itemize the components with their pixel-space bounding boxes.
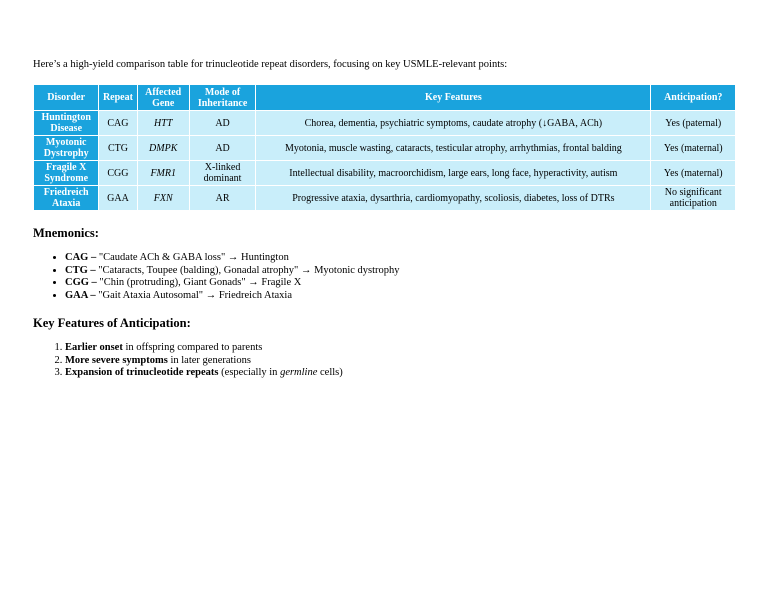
mnemonic-text: "Caudate ACh & GABA loss" → Huntington (96, 252, 289, 263)
feature-bold: Expansion of trinucleotide repeats (65, 367, 219, 378)
mnemonic-text: "Chin (protruding), Giant Gonads" → Fragile X (96, 277, 302, 288)
mnemonic-key: GAA – (65, 289, 96, 301)
header-inheritance: Mode of Inheritance (189, 85, 255, 111)
table-header-row (34, 85, 736, 111)
cell-features: Progressive ataxia, dysarthria, cardiomyopathy, scoliosis, diabetes, loss of DTRs (256, 186, 651, 211)
table-row (34, 161, 736, 186)
list-item (65, 342, 343, 355)
header-repeat: Repeat (99, 85, 137, 111)
list-item (65, 355, 343, 368)
feature-italic: germline (280, 367, 318, 378)
header-disorder: Disorder (34, 85, 99, 111)
feature-text: in offspring compared to parents (122, 342, 263, 353)
feature-text-tail: cells) (317, 367, 343, 378)
cell-gene: HTT (137, 111, 189, 136)
cell-repeat: CAG (99, 111, 137, 136)
cell-features: Chorea, dementia, psychiatric symptoms, caudate atrophy (↓GABA, ACh) (256, 111, 651, 136)
cell-repeat: GAA (99, 186, 137, 211)
comparison-table (33, 84, 736, 211)
table-row (34, 186, 736, 211)
header-anticipation: Anticipation? (651, 85, 736, 111)
cell-anticipation: No significant anticipation (651, 186, 736, 211)
cell-inheritance: AD (189, 111, 255, 136)
cell-anticipation: Yes (maternal) (651, 136, 736, 161)
cell-gene: DMPK (137, 136, 189, 161)
mnemonic-text: "Cataracts, Toupee (balding), Gonadal atrophy" → Myotonic dystrophy (95, 264, 400, 276)
cell-features: Intellectual disability, macroorchidism, large ears, long face, hyperactivity, autism (256, 161, 651, 186)
cell-repeat: CTG (99, 136, 137, 161)
cell-inheritance: X-linked dominant (189, 161, 255, 186)
cell-gene: FXN (137, 186, 189, 211)
cell-gene: FMR1 (137, 161, 189, 186)
feature-text: in later generations (167, 354, 251, 366)
anticipation-list (50, 342, 343, 380)
cell-inheritance: AR (189, 186, 255, 211)
mnemonics-list (50, 252, 400, 302)
feature-text: (especially in (218, 367, 281, 378)
cell-inheritance: AD (189, 136, 255, 161)
anticipation-heading: Key Features of Anticipation: (33, 316, 191, 330)
cell-disorder: Friedreich Ataxia (34, 186, 99, 211)
cell-disorder: Fragile X Syndrome (34, 161, 99, 186)
mnemonic-key: CAG – (65, 252, 97, 263)
table-row (34, 111, 736, 136)
mnemonics-heading: Mnemonics: (33, 226, 99, 240)
cell-anticipation: Yes (maternal) (651, 161, 736, 186)
cell-repeat: CGG (99, 161, 137, 186)
mnemonic-key: CTG – (65, 264, 96, 276)
header-features: Key Features (256, 85, 651, 111)
mnemonic-key: CGG – (65, 277, 97, 288)
list-item (65, 277, 400, 290)
intro-text: Here’s a high-yield comparison table for trinucleotide repeat disorders, focusing on key USMLE-relevant points: (33, 59, 508, 70)
cell-anticipation: Yes (paternal) (651, 111, 736, 136)
feature-bold: Earlier onset (65, 342, 123, 353)
list-item (65, 290, 400, 303)
cell-disorder: Huntington Disease (34, 111, 99, 136)
cell-features: Myotonia, muscle wasting, cataracts, testicular atrophy, arrhythmias, frontal balding (256, 136, 651, 161)
cell-disorder: Myotonic Dystrophy (34, 136, 99, 161)
list-item (65, 367, 343, 380)
feature-bold: More severe symptoms (65, 354, 168, 366)
table-row (34, 136, 736, 161)
list-item (65, 252, 400, 265)
header-gene: Affected Gene (137, 85, 189, 111)
list-item (65, 265, 400, 278)
mnemonic-text: "Gait Ataxia Autosomal" → Friedreich Ataxia (95, 289, 293, 301)
